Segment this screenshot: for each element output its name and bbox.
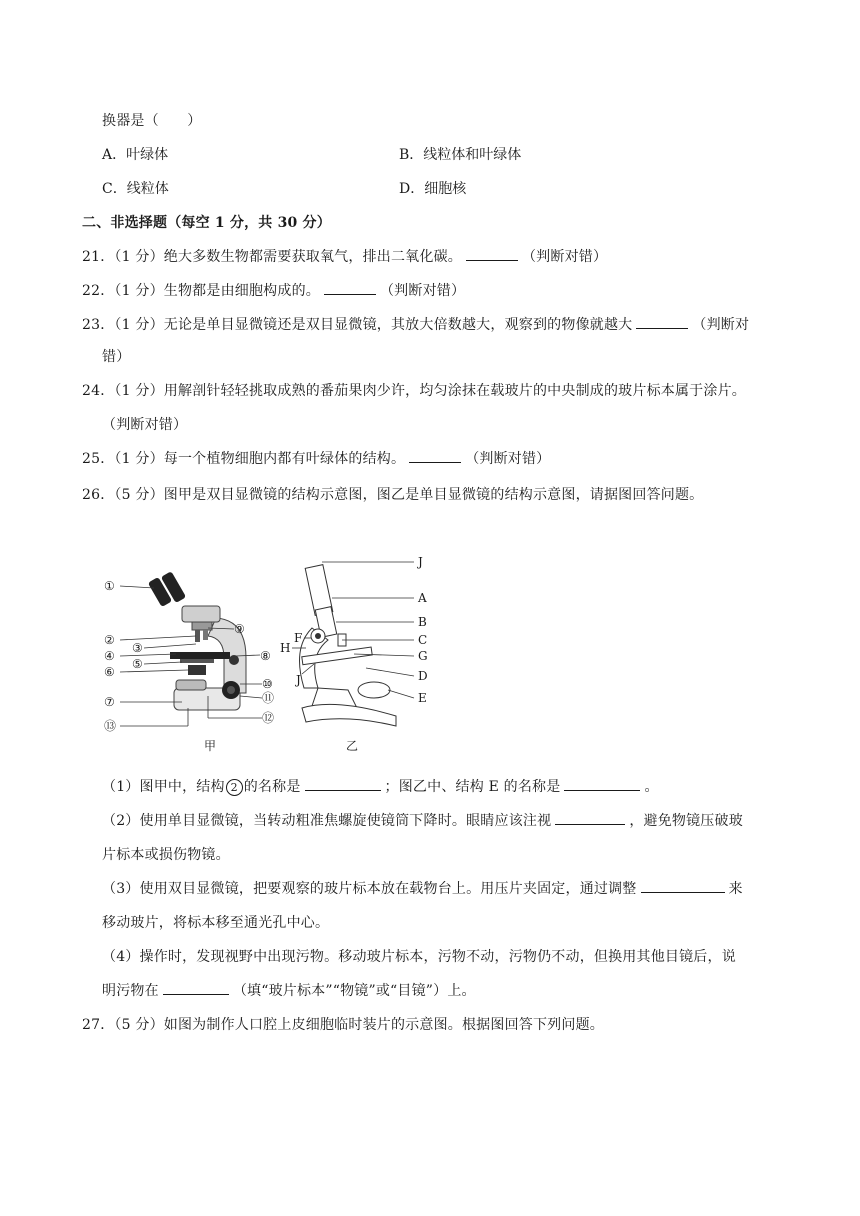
section-title: 二、非选择题（每空 1 分，共 30 分） (82, 215, 331, 231)
figure-label: ② (104, 633, 115, 647)
question-text: （1 分）用解剖针轻轻挑取成熟的番茄果肉少许，均匀涂抹在载玻片的中央制成的玻片标本属于涂片。 (114, 383, 746, 399)
sub-text: 。 (644, 779, 659, 795)
q20-option-d (399, 178, 466, 198)
figure-label: H (280, 641, 291, 655)
question-suffix: （判断对错） (521, 249, 608, 265)
sub-text: ，避免物镜压破玻 (629, 813, 743, 829)
figure-label: C (418, 633, 428, 647)
option-text: 细胞核 (424, 181, 467, 197)
sub-text: 明污物在 (102, 983, 159, 999)
question-number: 27． (82, 1017, 115, 1033)
answer-blank[interactable] (409, 448, 461, 463)
question-number: 21． (82, 249, 115, 265)
sub-text: 来 (728, 881, 743, 897)
figure-label: ⑨ (234, 622, 245, 636)
question-number: 26． (82, 487, 115, 503)
answer-blank[interactable] (636, 314, 688, 329)
question-26 (82, 484, 703, 504)
binocular-microscope-drawing (104, 571, 274, 753)
sub-text: （2）使用单目显微镜，当转动粗准焦螺旋使镜筒下降时。眼睛应该注视 (102, 813, 552, 829)
question-suffix: （判断对 (692, 317, 750, 333)
answer-blank[interactable] (641, 878, 725, 893)
option-text: 线粒体 (126, 181, 169, 197)
q20-option-a (102, 144, 168, 164)
question-number: 24． (82, 383, 115, 399)
figure-label: G (418, 649, 428, 663)
figure-label: E (418, 691, 427, 705)
question-text: （1 分）无论是单目显微镜还是双目显微镜，其放大倍数越大，观察到的物像就越大 (114, 317, 633, 333)
figure-caption-right: 乙 (346, 739, 359, 753)
q20-tail: 换器是（ ） (102, 113, 202, 129)
question-suffix: （判断对错） (379, 283, 466, 299)
figure-label: J (296, 673, 301, 687)
q20-option-c (102, 178, 169, 198)
q20-option-b (399, 144, 521, 164)
microscope-figure (96, 548, 436, 758)
question-22 (82, 280, 465, 300)
figure-label: ⑪ (262, 691, 275, 705)
figure-label: ⑫ (262, 711, 275, 725)
question-number: 23． (82, 317, 115, 333)
q26-sub4: （4）操作时，发现视野中出现污物。移动玻片标本，污物不动，污物仍不动，但换用其他目镜后，说 (102, 949, 736, 965)
answer-blank[interactable] (564, 776, 640, 791)
question-24-continuation: （判断对错） (102, 417, 188, 433)
monocular-microscope-drawing (280, 555, 428, 753)
figure-label: J (418, 555, 423, 569)
question-text: （1 分）每一个植物细胞内都有叶绿体的结构。 (114, 451, 406, 467)
answer-blank[interactable] (466, 246, 518, 261)
question-25 (82, 448, 550, 468)
option-key: C． (102, 181, 127, 197)
q26-sub2-continuation: 片标本或损伤物镜。 (102, 847, 230, 863)
figure-label: B (418, 615, 427, 629)
q26-sub4-continuation (102, 980, 476, 1000)
figure-label: ⑤ (132, 657, 143, 671)
sub-text: ；图乙中、结构 E 的名称是 (384, 779, 561, 795)
question-number: 25． (82, 451, 115, 467)
figure-caption-left: 甲 (204, 739, 217, 753)
option-key: D． (399, 181, 425, 197)
option-text: 线粒体和叶绿体 (423, 147, 522, 163)
figure-label: ① (104, 579, 115, 593)
figure-label: ④ (104, 649, 115, 663)
question-suffix: （判断对错） (465, 451, 551, 467)
answer-blank[interactable] (555, 810, 625, 825)
answer-blank[interactable] (163, 980, 229, 995)
q26-sub2 (102, 810, 743, 830)
q26-sub1 (102, 776, 659, 796)
sub-text: 的名称是 (243, 779, 301, 795)
question-24 (82, 380, 746, 400)
figure-label: ③ (132, 641, 143, 655)
figure-label: ⑦ (104, 695, 115, 709)
option-key: A． (102, 147, 127, 163)
figure-label: F (294, 631, 303, 645)
answer-blank[interactable] (305, 776, 381, 791)
circled-number: 2 (226, 779, 243, 796)
question-23-continuation: 错） (102, 349, 131, 365)
question-text: （5 分）图甲是双目显微镜的结构示意图，图乙是单目显微镜的结构示意图，请据图回答问题。 (114, 487, 704, 503)
figure-label: ⑥ (104, 665, 115, 679)
figure-label: ⑧ (260, 649, 271, 663)
sub-text: （1）图甲中，结构 (102, 779, 225, 795)
question-27 (82, 1014, 604, 1034)
option-text: 叶绿体 (126, 147, 169, 163)
question-number: 22． (82, 283, 115, 299)
figure-label: ⑬ (104, 719, 117, 733)
answer-blank[interactable] (324, 280, 376, 295)
question-text: （1 分）绝大多数生物都需要获取氧气，排出二氧化碳。 (114, 249, 462, 265)
question-text: （5 分）如图为制作人口腔上皮细胞临时装片的示意图。根据图回答下列问题。 (114, 1017, 604, 1033)
q26-sub3 (102, 878, 743, 898)
question-text: （1 分）生物都是由细胞构成的。 (114, 283, 320, 299)
sub-text: （填“玻片标本”“物镜”或“目镜”）上。 (232, 983, 476, 999)
option-key: B． (399, 147, 424, 163)
figure-label: ⑩ (262, 677, 273, 691)
q26-sub3-continuation: 移动玻片，将标本移至通光孔中心。 (102, 915, 330, 931)
question-23 (82, 314, 749, 334)
question-21 (82, 246, 607, 266)
sub-text: （3）使用双目显微镜，把要观察的玻片标本放在载物台上。用压片夹固定，通过调整 (102, 881, 637, 897)
figure-label: A (418, 591, 427, 605)
figure-label: D (418, 669, 428, 683)
